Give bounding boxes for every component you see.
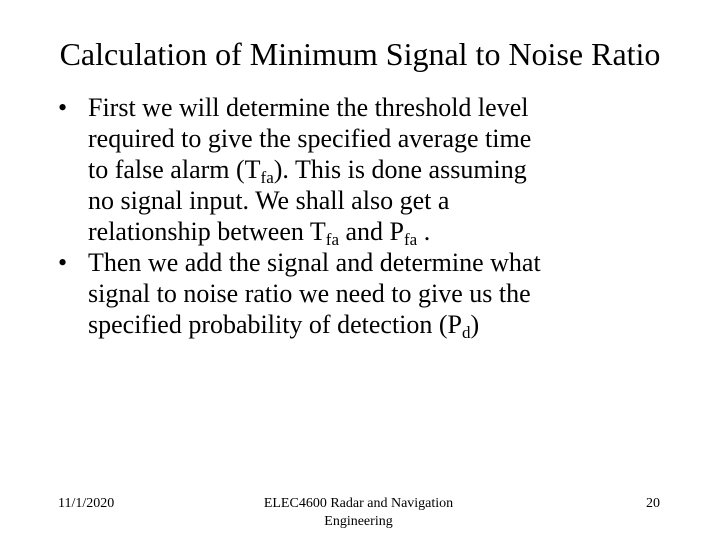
footer-course-line-2: Engineering — [324, 514, 393, 529]
bullet-1-line-3 — [88, 154, 708, 185]
bullet-1-line-5 — [88, 216, 708, 247]
text-segment: relationship between T — [88, 217, 326, 246]
text-segment: specified probability of detection (P — [88, 310, 463, 339]
footer-course-line-1: ELEC4600 Radar and Navigation — [263, 496, 454, 511]
subscript-fa: fa — [325, 230, 340, 249]
bullet-item-signal — [58, 247, 708, 340]
bullet-2-line-1: Then we add the signal and determine what — [88, 248, 541, 277]
bullet-1-line-1: First we will determine the threshold level — [88, 93, 529, 122]
footer-date: 11/1/2020 — [58, 496, 115, 511]
footer-course — [230, 495, 487, 531]
bullet-2-line-2: signal to noise ratio we need to give us the — [88, 279, 531, 308]
slide-title: Calculation of Minimum Signal to Noise Ratio — [59, 36, 661, 72]
bullet-1-line-2: required to give the specified average time — [88, 124, 532, 153]
bullet-item-threshold — [58, 92, 708, 247]
text-segment: . — [417, 217, 431, 246]
footer-page-number: 20 — [646, 496, 660, 511]
text-segment: to false alarm (T — [88, 155, 261, 184]
text-segment: ) — [470, 310, 480, 339]
subscript-fa: fa — [404, 230, 418, 249]
bullet-dot: • — [58, 93, 68, 122]
subscript-fa: fa — [260, 168, 274, 187]
bullet-2-line-3 — [88, 309, 708, 340]
bullet-1-line-4: no signal input. We shall also get a — [88, 186, 450, 215]
text-segment: and P — [339, 217, 405, 246]
bullet-list — [58, 92, 708, 340]
subscript-d: d — [462, 323, 471, 342]
bullet-dot: • — [58, 248, 68, 277]
text-segment: ). This is done assuming — [273, 155, 527, 184]
